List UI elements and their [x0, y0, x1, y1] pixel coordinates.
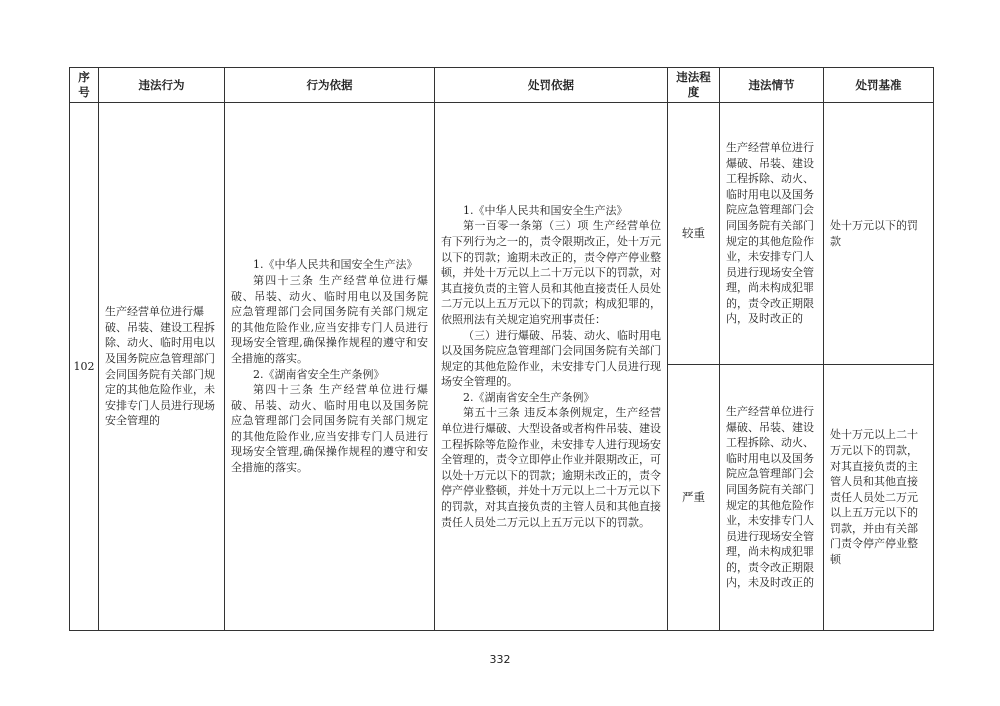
standard-serious: 处十万元以下的罚款	[824, 103, 934, 365]
header-penalty-basis: 处罚依据	[435, 68, 668, 103]
header-row	[70, 68, 934, 103]
penalty-law-1-item: （三）进行爆破、吊装、动火、临时用电以及国务院应急管理部门会同国务院有关部门规定的其他危险作业，未安排专门人员进行现场安全管理的。	[441, 328, 661, 389]
basis-law-2-text: 第四十三条 生产经营单位进行爆破、吊装、动火、临时用电以及国务院应急管理部门会同国务院有关部门规定的其他危险作业,应当安排专门人员进行现场安全管理,确保操作规程的遵守和安全措施的落实。	[231, 383, 428, 475]
penalty-table	[69, 67, 934, 631]
page-number: 332	[489, 653, 511, 666]
act-basis	[225, 103, 435, 631]
basis-law-1-text: 第四十三条 生产经营单位进行爆破、吊装、动火、临时用电以及国务院应急管理部门会同国务院有关部门规定的其他危险作业,应当安排专门人员进行现场安全管理,确保操作规程的遵守和安全措施的落实。	[231, 273, 428, 365]
header-standard: 处罚基准	[824, 68, 934, 103]
header-act: 违法行为	[99, 68, 225, 103]
circumstance-severe: 生产经营单位进行爆破、吊装、建设工程拆除、动火、临时用电以及国务院应急管理部门会同国务院有关部门规定的其他危险作业，未安排专门人员进行现场安全管理，尚未构成犯罪的，责令改正期限内，未及时改正的	[720, 365, 824, 631]
circumstance-serious: 生产经营单位进行爆破、吊装、建设工程拆除、动火、临时用电以及国务院应急管理部门会同国务院有关部门规定的其他危险作业，未安排专门人员进行现场安全管理，尚未构成犯罪的，责令改正期限内，及时改正的	[720, 103, 824, 365]
row-number: 102	[70, 103, 99, 631]
degree-severe: 严重	[668, 365, 720, 631]
header-circumstance: 违法情节	[720, 68, 824, 103]
table-row	[70, 103, 934, 365]
penalty-law-2-text: 第五十三条 违反本条例规定，生产经营单位进行爆破、大型设备或者构件吊装、建设工程拆除等危险作业，未安排专人进行现场安全管理的，责令立即停止作业并限期改正，可以处十万元以下的罚款；逾期未改正的，责令停产停业整顿，并处十万元以上二十万元以下的罚款，对其直接负责的主管人员和其他直接责任人员处二万元以上五万元以下的罚款。	[441, 406, 661, 529]
penalty-basis	[435, 103, 668, 631]
degree-serious: 较重	[668, 103, 720, 365]
penalty-law-1-text: 第一百零一条第（三）项 生产经营单位有下列行为之一的，责令限期改正，处十万元以下的罚款；逾期未改正的，责令停产停业整顿，并处十万元以上二十万元以下的罚款，对其直接负责的主管人员和其他直接责任人员处二万元以上五万元以下的罚款；构成犯罪的，依照刑法有关规定追究刑事责任：	[441, 219, 661, 326]
basis-law-2-title: 2.《湖南省安全生产条例》	[253, 367, 385, 381]
header-degree: 违法程度	[668, 68, 720, 103]
penalty-law-1-title: 1.《中华人民共和国安全生产法》	[463, 203, 628, 217]
standard-severe: 处十万元以上二十万元以下的罚款，对其直接负责的主管人员和其他直接责任人员处二万元以上五万元以下的罚款，并由有关部门责令停产停业整顿	[824, 365, 934, 631]
header-num: 序号	[70, 68, 99, 103]
header-basis: 行为依据	[225, 68, 435, 103]
basis-law-1-title: 1.《中华人民共和国安全生产法》	[253, 258, 418, 272]
penalty-law-2-title: 2.《湖南省安全生产条例》	[463, 390, 595, 404]
violation-act: 生产经营单位进行爆破、吊装、建设工程拆除、动火、临时用电以及国务院应急管理部门会同国务院有关部门规定的其他危险作业，未安排专门人员进行现场安全管理的	[99, 103, 225, 631]
